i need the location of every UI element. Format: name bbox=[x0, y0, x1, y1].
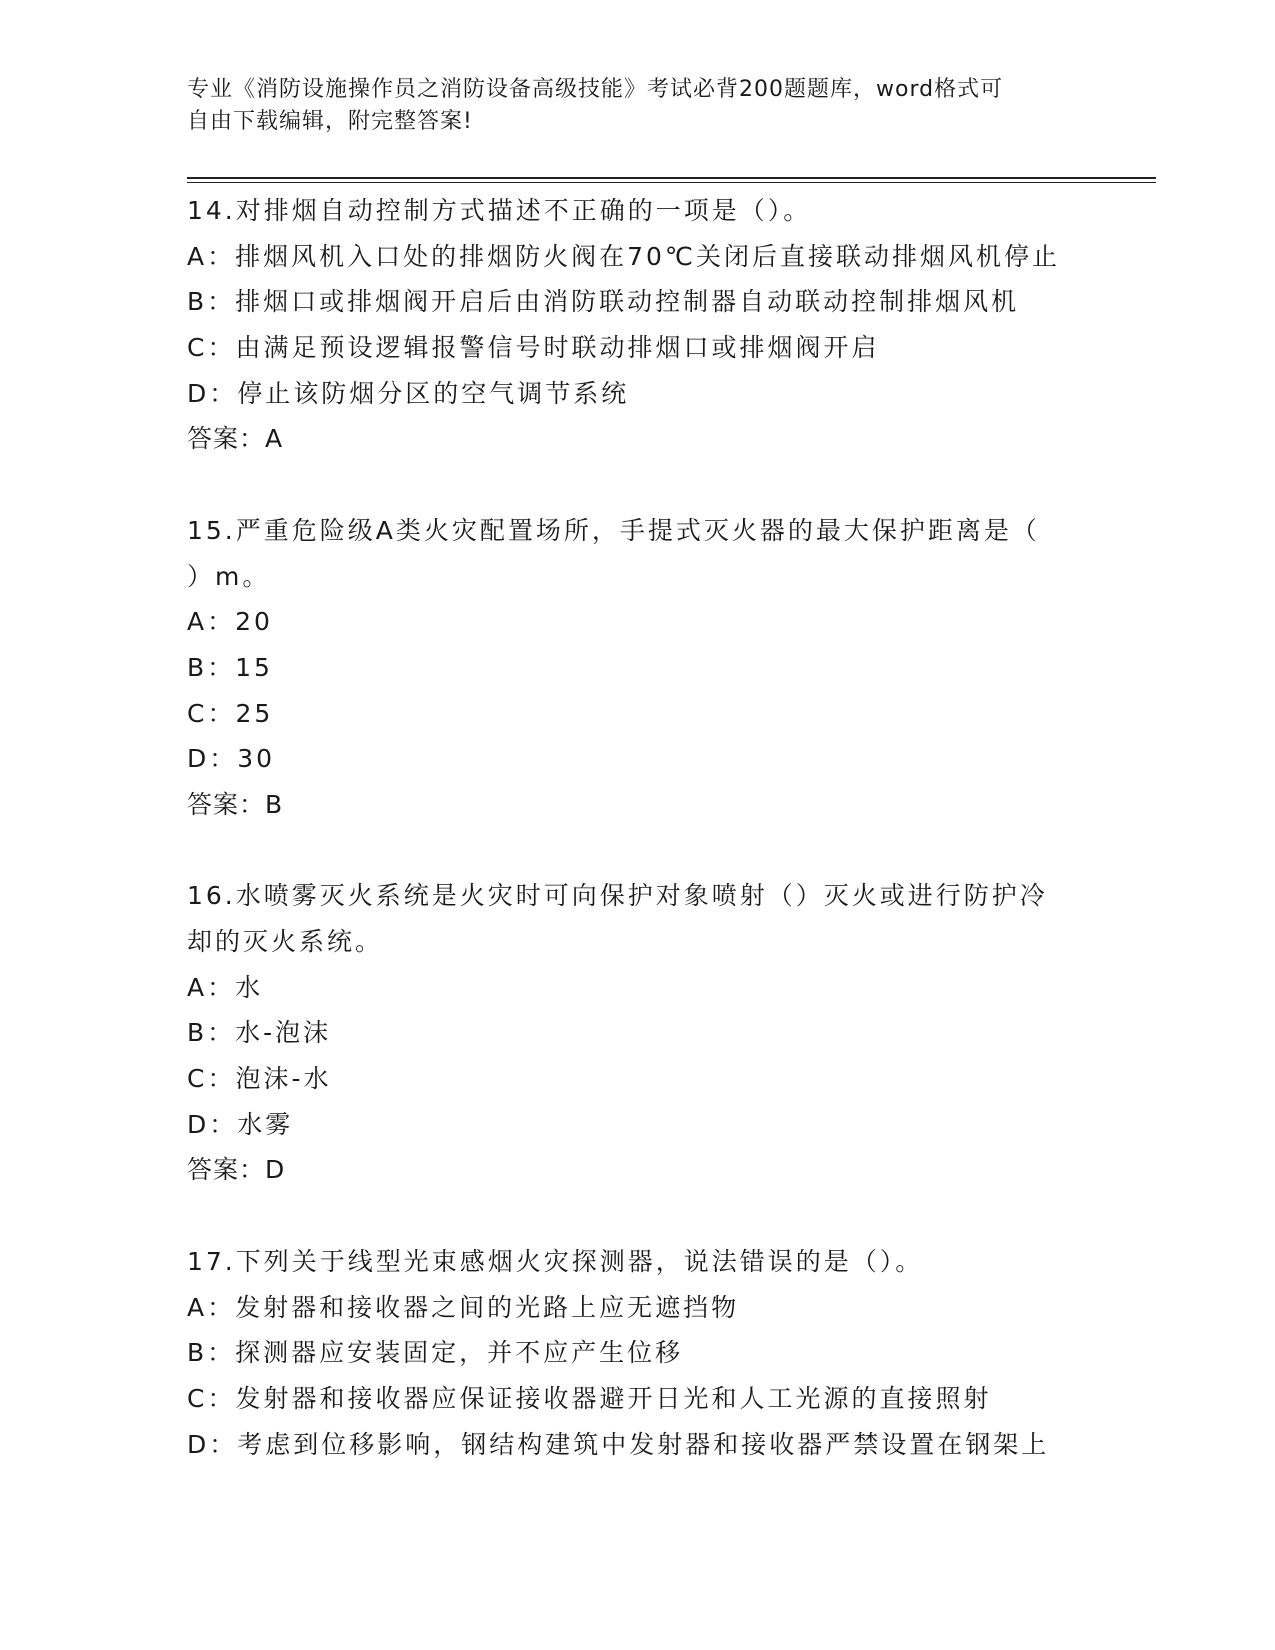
question-16 bbox=[187, 873, 1087, 1193]
option-b: B：探测器应安装固定，并不应产生位移 bbox=[187, 1338, 684, 1368]
option-c: C：25 bbox=[187, 698, 274, 728]
option-a: A：发射器和接收器之间的光路上应无遮挡物 bbox=[187, 1292, 740, 1322]
header-line-2: 自由下载编辑，附完整答案! bbox=[187, 109, 473, 134]
option-d: D：停止该防烟分区的空气调节系统 bbox=[187, 378, 630, 408]
document-header bbox=[187, 74, 1067, 138]
header-rule-thin bbox=[187, 182, 1156, 183]
option-d: D：水雾 bbox=[187, 1109, 294, 1139]
option-a: A：20 bbox=[187, 607, 273, 637]
question-stem-continued: ）m。 bbox=[187, 561, 271, 591]
question-15 bbox=[187, 508, 1087, 828]
question-stem: 16.水喷雾灭火系统是火灾时可向保护对象喷射（）灭火或进行防护冷 bbox=[187, 881, 1048, 911]
answer: 答案：B bbox=[187, 789, 284, 819]
answer: 答案：D bbox=[187, 1155, 286, 1185]
question-list bbox=[187, 188, 1087, 1467]
question-17 bbox=[187, 1239, 1087, 1467]
option-a: A：水 bbox=[187, 972, 264, 1002]
option-c: C：由满足预设逻辑报警信号时联动排烟口或排烟阀开启 bbox=[187, 333, 880, 363]
question-14 bbox=[187, 188, 1087, 462]
option-c: C：发射器和接收器应保证接收器避开日光和人工光源的直接照射 bbox=[187, 1383, 992, 1413]
question-stem: 14.对排烟自动控制方式描述不正确的一项是（）。 bbox=[187, 196, 812, 225]
question-stem: 15.严重危险级A类火灾配置场所，手提式灭火器的最大保护距离是（ bbox=[187, 515, 1040, 545]
option-d: D：考虑到位移影响，钢结构建筑中发射器和接收器严禁设置在钢架上 bbox=[187, 1429, 1050, 1459]
answer: 答案：A bbox=[187, 424, 284, 454]
option-b: B：水-泡沫 bbox=[187, 1018, 332, 1048]
option-a: A：排烟风机入口处的排烟防火阀在70℃关闭后直接联动排烟风机停止 bbox=[187, 241, 1060, 271]
option-c: C：泡沫-水 bbox=[187, 1064, 332, 1094]
header-line-1: 专业《消防设施操作员之消防设备高级技能》考试必背200题题库，word格式可 bbox=[187, 77, 1004, 102]
option-d: D：30 bbox=[187, 744, 276, 774]
header-rule-thick bbox=[187, 177, 1156, 179]
question-stem: 17.下列关于线型光束感烟火灾探测器，说法错误的是（）。 bbox=[187, 1246, 924, 1276]
option-b: B：15 bbox=[187, 652, 273, 682]
option-b: B：排烟口或排烟阀开启后由消防联动控制器自动联动控制排烟风机 bbox=[187, 287, 1020, 317]
question-stem-continued: 却的灭火系统。 bbox=[187, 927, 384, 956]
